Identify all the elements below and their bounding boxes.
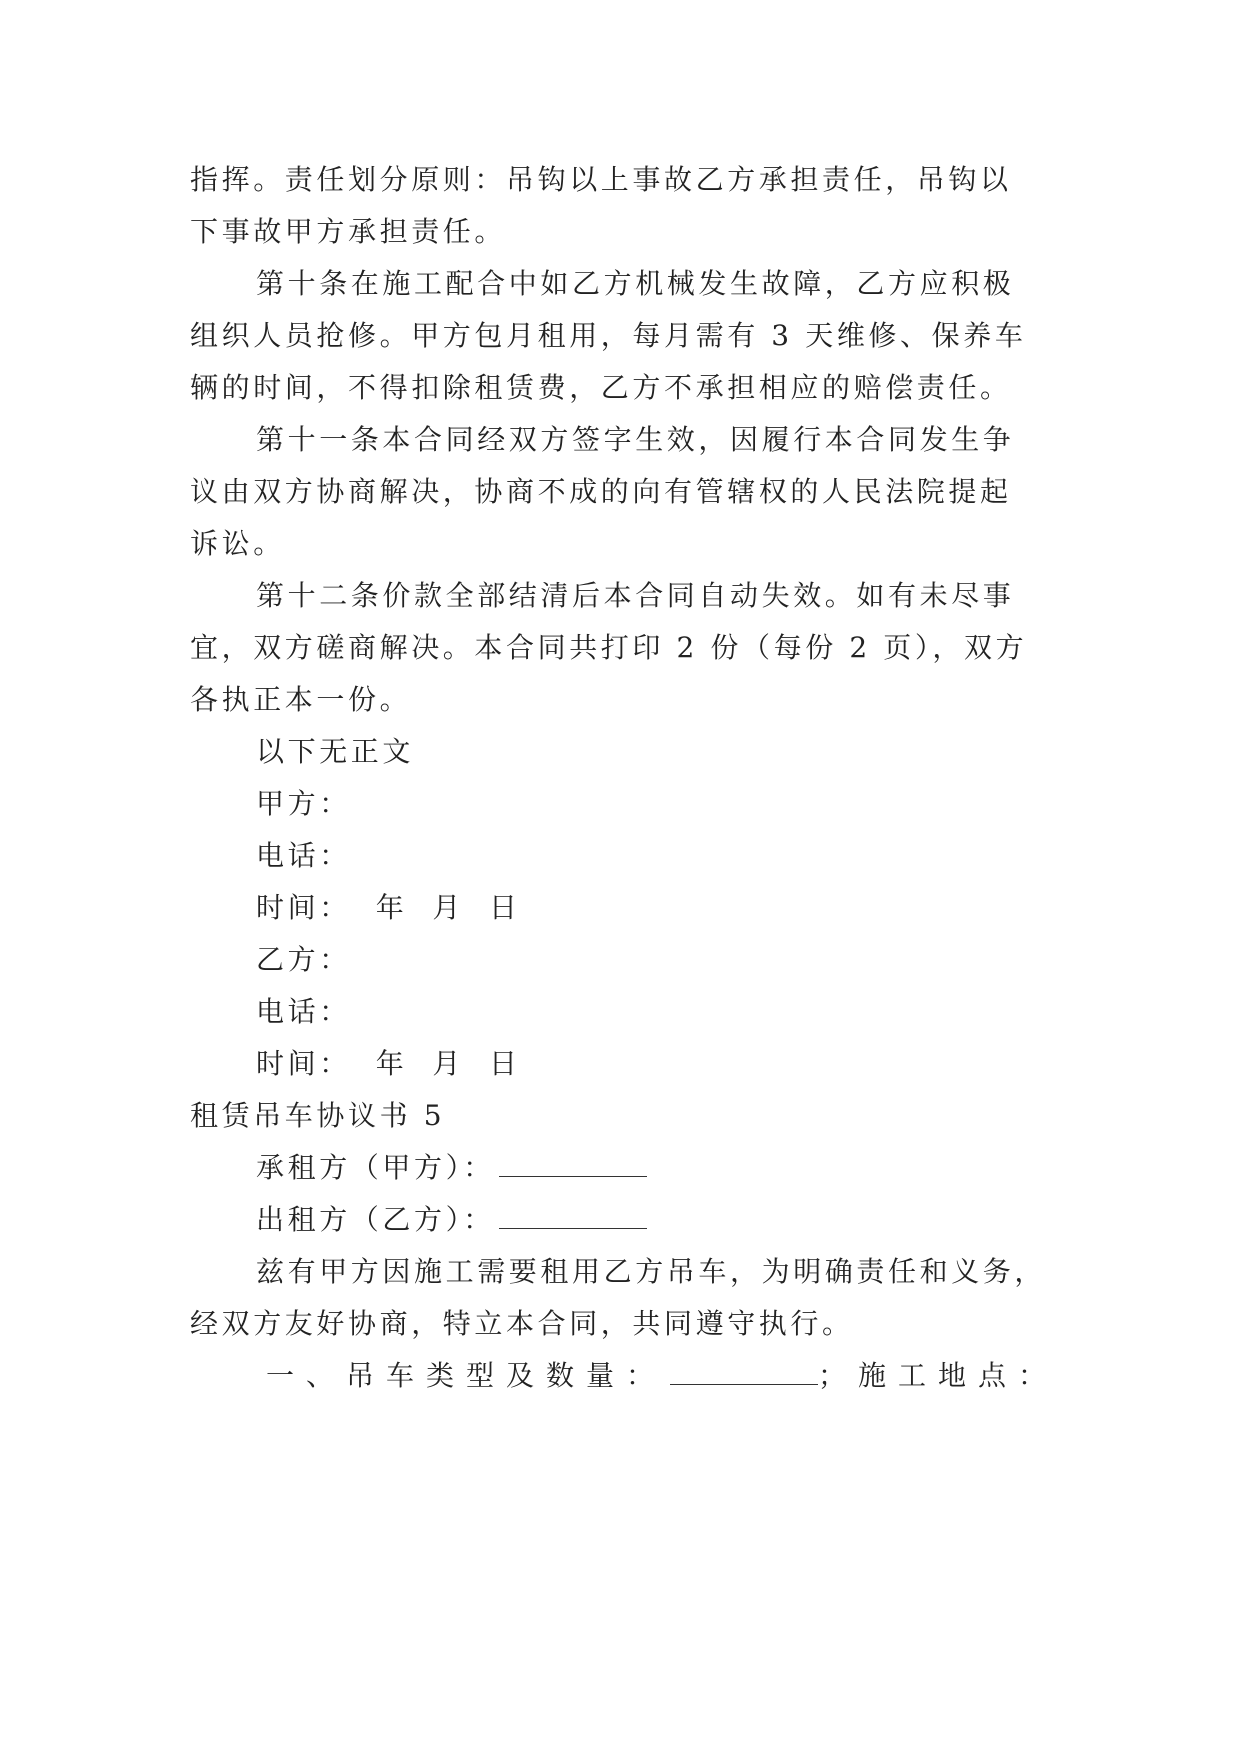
party-a-label: 甲方： — [256, 787, 351, 820]
text-line: 组织人员抢修。甲方包月租用，每月需有 3 天维修、保养车 — [190, 319, 1027, 352]
lessor-line — [256, 1200, 647, 1240]
phone-label: 电话： — [256, 995, 351, 1028]
text-line: 以下无正文 — [256, 735, 415, 768]
section-title: 租赁吊车协议书 5 — [190, 1099, 446, 1132]
text-line: 兹有甲方因施工需要租用乙方吊车，为明确责任和义务， — [256, 1255, 1047, 1288]
lessee-label: 承租方（甲方）： — [256, 1151, 495, 1184]
text-line: 指挥。责任划分原则：吊钩以上事故乙方承担责任，吊钩以 — [190, 163, 1012, 196]
crane-type-label: 一、吊车类型及数量： — [266, 1359, 667, 1392]
blank-field — [499, 1202, 647, 1229]
blank-field — [670, 1358, 818, 1385]
party-b-label: 乙方： — [256, 943, 351, 976]
site-label: ；施工地点： — [818, 1359, 1059, 1392]
crane-type-line — [266, 1356, 1058, 1396]
phone-label: 电话： — [256, 839, 351, 872]
text-line: 议由双方协商解决，协商不成的向有管辖权的人民法院提起 — [190, 475, 1012, 508]
date-line: 时间： 年 月 日 — [256, 1047, 521, 1080]
text-line: 宜，双方磋商解决。本合同共打印 2 份（每份 2 页），双方 — [190, 631, 1028, 664]
text-line: 各执正本一份。 — [190, 683, 412, 716]
text-line: 下事故甲方承担责任。 — [190, 215, 507, 248]
text-line: 第十条在施工配合中如乙方机械发生故障，乙方应积极 — [256, 267, 1015, 300]
text-line: 第十二条价款全部结清后本合同自动失效。如有未尽事 — [256, 579, 1015, 612]
lessee-line — [256, 1148, 647, 1188]
text-line: 辆的时间，不得扣除租赁费，乙方不承担相应的赔偿责任。 — [190, 371, 1012, 404]
text-line: 诉讼。 — [190, 527, 285, 560]
text-line: 经双方友好协商，特立本合同，共同遵守执行。 — [190, 1307, 854, 1340]
date-line: 时间： 年 月 日 — [256, 891, 521, 924]
text-line: 第十一条本合同经双方签字生效，因履行本合同发生争 — [256, 423, 1015, 456]
blank-field — [499, 1150, 647, 1177]
lessor-label: 出租方（乙方）： — [256, 1203, 495, 1236]
